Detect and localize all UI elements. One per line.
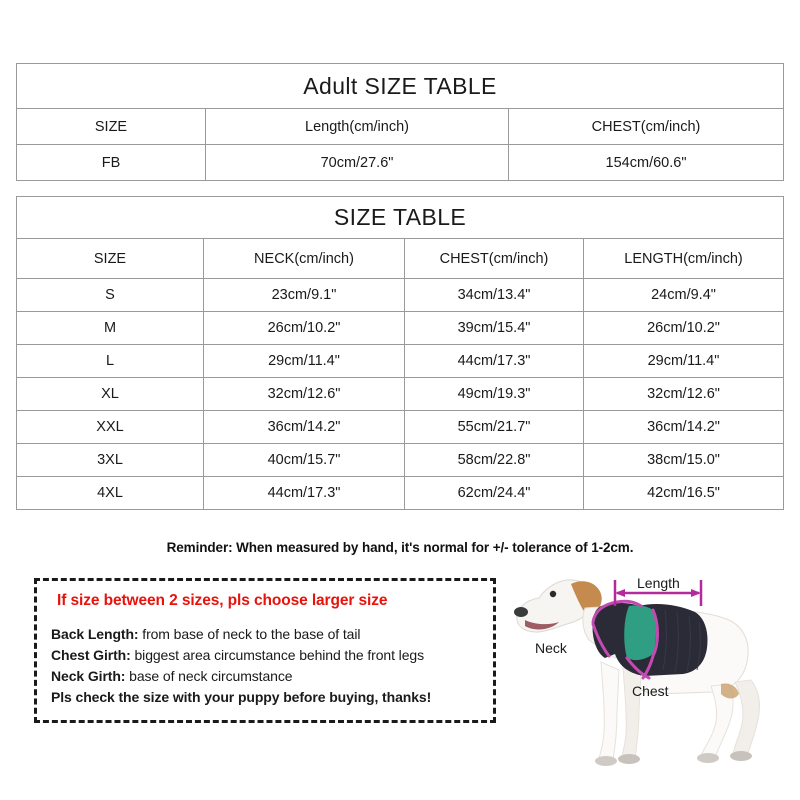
reminder-text: Reminder: When measured by hand, it's normal for +/- tolerance of 1-2cm. — [166, 540, 634, 555]
back-length-text: from base of neck to the base of tail — [138, 626, 361, 642]
chest-girth-label: Chest Girth: — [51, 647, 131, 663]
length-cell: 24cm/9.4" — [584, 279, 784, 312]
chest-cell: 34cm/13.4" — [405, 279, 584, 312]
neck-cell: 40cm/15.7" — [204, 444, 405, 477]
table-row — [17, 312, 784, 345]
pet-size-table — [16, 196, 784, 510]
chest-girth-definition — [51, 647, 424, 663]
neck-cell: 29cm/11.4" — [204, 345, 405, 378]
adult-header-chest: CHEST(cm/inch) — [509, 109, 784, 145]
length-cell: 32cm/12.6" — [584, 378, 784, 411]
size-advice-headline: If size between 2 sizes, pls choose larger size — [57, 592, 388, 609]
closing-note: Pls check the size with your puppy before buying, thanks! — [51, 689, 432, 705]
table-row — [17, 145, 784, 181]
adult-cell-chest: 154cm/60.6" — [509, 145, 784, 181]
size-cell: XXL — [17, 411, 204, 444]
chest-cell: 44cm/17.3" — [405, 345, 584, 378]
adult-table-title-row — [17, 64, 784, 109]
dog-measurement-illustration — [505, 562, 800, 782]
neck-girth-text: base of neck circumstance — [125, 668, 293, 684]
neck-label: Neck — [535, 640, 567, 656]
length-cell: 26cm/10.2" — [584, 312, 784, 345]
size-header-neck: NECK(cm/inch) — [204, 239, 405, 279]
neck-girth-definition — [51, 668, 292, 684]
table-row — [17, 411, 784, 444]
size-cell: M — [17, 312, 204, 345]
back-length-definition — [51, 626, 360, 642]
chest-cell: 49cm/19.3" — [405, 378, 584, 411]
chest-cell: 58cm/22.8" — [405, 444, 584, 477]
size-table-title: SIZE TABLE — [17, 197, 784, 239]
length-cell: 29cm/11.4" — [584, 345, 784, 378]
size-cell: XL — [17, 378, 204, 411]
length-cell: 38cm/15.0" — [584, 444, 784, 477]
neck-girth-label: Neck Girth: — [51, 668, 126, 684]
chest-girth-text: biggest area circumstance behind the front legs — [130, 647, 424, 663]
size-cell: S — [17, 279, 204, 312]
measurement-info-box — [34, 578, 496, 723]
length-cell: 42cm/16.5" — [584, 477, 784, 510]
neck-cell: 32cm/12.6" — [204, 378, 405, 411]
table-row — [17, 345, 784, 378]
adult-table-title: Adult SIZE TABLE — [17, 64, 784, 109]
table-row — [17, 477, 784, 510]
back-length-label: Back Length: — [51, 626, 139, 642]
size-header-size: SIZE — [17, 239, 204, 279]
table-row — [17, 444, 784, 477]
adult-table-header-row — [17, 109, 784, 145]
chest-cell: 55cm/21.7" — [405, 411, 584, 444]
adult-cell-length: 70cm/27.6" — [206, 145, 509, 181]
chest-cell: 62cm/24.4" — [405, 477, 584, 510]
length-label: Length — [637, 575, 680, 591]
size-table-header-row — [17, 239, 784, 279]
table-row — [17, 378, 784, 411]
size-cell: 4XL — [17, 477, 204, 510]
length-cell: 36cm/14.2" — [584, 411, 784, 444]
chest-label: Chest — [632, 683, 669, 699]
neck-cell: 26cm/10.2" — [204, 312, 405, 345]
size-header-length: LENGTH(cm/inch) — [584, 239, 784, 279]
neck-cell: 44cm/17.3" — [204, 477, 405, 510]
size-cell: 3XL — [17, 444, 204, 477]
adult-header-length: Length(cm/inch) — [206, 109, 509, 145]
adult-size-table — [16, 63, 784, 181]
adult-cell-size: FB — [17, 145, 206, 181]
size-cell: L — [17, 345, 204, 378]
size-table-title-row — [17, 197, 784, 239]
neck-cell: 23cm/9.1" — [204, 279, 405, 312]
table-row — [17, 279, 784, 312]
dog-photo-graphic — [505, 562, 800, 782]
adult-header-size: SIZE — [17, 109, 206, 145]
size-header-chest: CHEST(cm/inch) — [405, 239, 584, 279]
chest-cell: 39cm/15.4" — [405, 312, 584, 345]
neck-cell: 36cm/14.2" — [204, 411, 405, 444]
